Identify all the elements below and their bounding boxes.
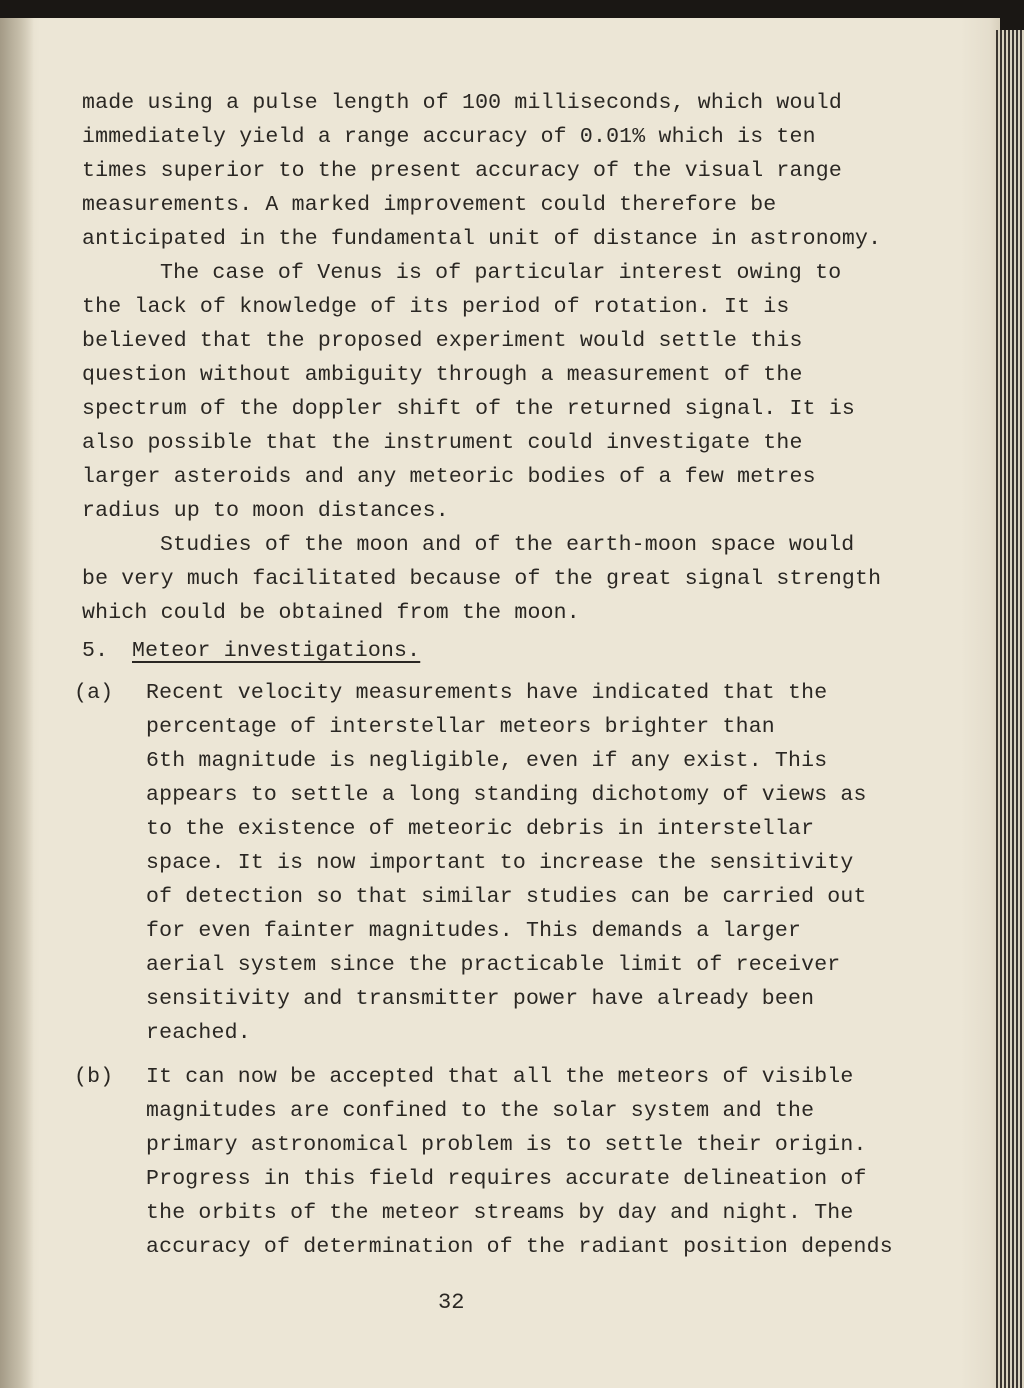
text-line: space. It is now important to increase the sensitivity [146, 851, 854, 875]
text-line: Recent velocity measurements have indicated that the [146, 681, 828, 705]
text-line: which could be obtained from the moon. [82, 601, 580, 625]
text-line: immediately yield a range accuracy of 0.01% which is ten [82, 125, 816, 149]
text-line: The case of Venus is of particular interest owing to [160, 261, 842, 285]
paragraph-2 [82, 256, 962, 528]
item-body [82, 676, 962, 1050]
text-line: radius up to moon distances. [82, 499, 449, 523]
text-line: reached. [146, 1021, 251, 1045]
text-line: made using a pulse length of 100 milliseconds, which would [82, 91, 842, 115]
list-item-a [74, 676, 962, 1050]
text-line: measurements. A marked improvement could therefore be [82, 193, 777, 217]
text-line: Studies of the moon and of the earth-moon space would [160, 533, 855, 557]
text-line: spectrum of the doppler shift of the returned signal. It is [82, 397, 856, 421]
text-line: for even fainter magnitudes. This demands a larger [146, 919, 802, 943]
paragraph-1 [82, 86, 962, 256]
paragraph-3 [82, 528, 962, 630]
section-heading [82, 634, 962, 670]
typed-text [74, 86, 962, 1264]
text-line: sensitivity and transmitter power have already been [146, 987, 815, 1011]
text-line: It can now be accepted that all the meteors of visible [146, 1065, 854, 1089]
text-line: anticipated in the fundamental unit of distance in astronomy. [82, 227, 882, 251]
text-line: also possible that the instrument could investigate the [82, 431, 803, 455]
text-line: accuracy of determination of the radiant position depends [146, 1235, 893, 1259]
page-number: 32 [438, 1290, 465, 1315]
text-line: 6th magnitude is negligible, even if any exist. This [146, 749, 828, 773]
text-line: Progress in this field requires accurate delineation of [146, 1167, 867, 1191]
page-gutter [0, 18, 34, 1388]
text-line: larger asteroids and any meteoric bodies of a few metres [82, 465, 816, 489]
text-line: aerial system since the practicable limit of receiver [146, 953, 841, 977]
section-title: Meteor investigations. [132, 639, 421, 663]
item-label: (a) [74, 681, 114, 705]
text-line: the orbits of the meteor streams by day and night. The [146, 1201, 854, 1225]
text-line: to the existence of meteoric debris in interstellar [146, 817, 815, 841]
text-line: times superior to the present accuracy of the visual range [82, 159, 842, 183]
text-line: primary astronomical problem is to settle their origin. [146, 1133, 867, 1157]
text-line: of detection so that similar studies can be carried out [146, 885, 867, 909]
text-line: the lack of knowledge of its period of rotation. It is [82, 295, 790, 319]
section-number: 5. [82, 639, 109, 663]
page-edges [996, 30, 1024, 1388]
item-label: (b) [74, 1065, 114, 1089]
text-line: be very much facilitated because of the great signal strength [82, 567, 882, 591]
list-item-b [74, 1060, 962, 1264]
text-line: appears to settle a long standing dichotomy of views as [146, 783, 867, 807]
text-line: percentage of interstellar meteors brighter than [146, 715, 775, 739]
text-line: believed that the proposed experiment would settle this [82, 329, 803, 353]
text-line: magnitudes are confined to the solar system and the [146, 1099, 815, 1123]
item-body [82, 1060, 962, 1264]
text-line: question without ambiguity through a measurement of the [82, 363, 803, 387]
